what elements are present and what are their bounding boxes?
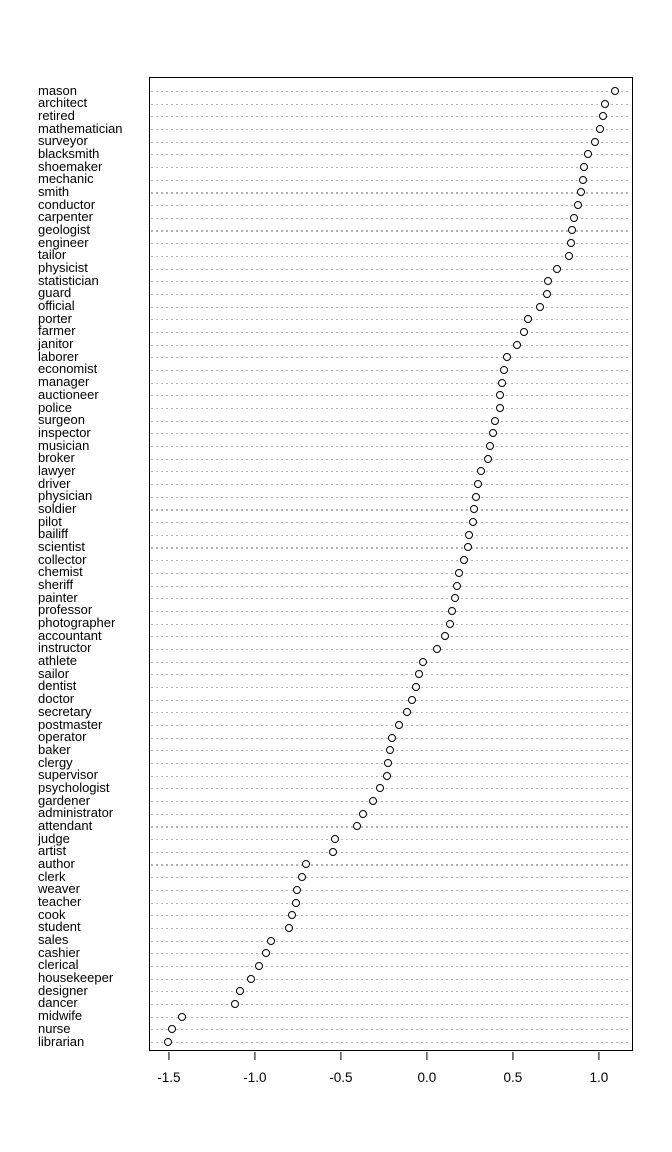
- data-point: [520, 328, 528, 336]
- gridline: [151, 598, 631, 599]
- x-axis-tick-label: -1.0: [243, 1070, 267, 1085]
- category-label: doctor: [38, 691, 75, 707]
- gridline: [151, 1029, 631, 1030]
- x-axis-tick-label: 0.0: [417, 1070, 437, 1085]
- data-point: [415, 670, 423, 678]
- gridline: [151, 687, 631, 688]
- category-label: weaver: [38, 881, 80, 897]
- gridline: [151, 218, 631, 219]
- gridline: [151, 154, 631, 155]
- gridline: [151, 395, 631, 396]
- gridline: [151, 484, 631, 485]
- x-axis-tick: [598, 1052, 599, 1060]
- data-point: [267, 937, 275, 945]
- category-label: physicist: [38, 260, 88, 276]
- gridline: [151, 116, 631, 117]
- data-point: [451, 594, 459, 602]
- data-point: [474, 480, 482, 488]
- category-label: artist: [38, 843, 67, 859]
- gridline: [151, 890, 631, 891]
- gridline: [151, 864, 631, 865]
- data-point: [455, 569, 463, 577]
- data-point: [567, 239, 575, 247]
- data-point: [500, 366, 508, 374]
- category-label: housekeeper: [38, 970, 114, 986]
- data-point: [477, 467, 485, 475]
- category-label: instructor: [38, 640, 92, 656]
- gridline: [151, 142, 631, 143]
- gridline: [151, 1017, 631, 1018]
- x-axis-tick-label: 1.0: [589, 1070, 609, 1085]
- gridline: [151, 979, 631, 980]
- data-point: [298, 873, 306, 881]
- category-label: clerk: [38, 868, 66, 884]
- data-point: [611, 87, 619, 95]
- data-point: [553, 265, 561, 273]
- category-label: administrator: [38, 805, 114, 821]
- gridline: [151, 725, 631, 726]
- category-label: teacher: [38, 894, 82, 910]
- data-point: [601, 100, 609, 108]
- gridline: [151, 230, 631, 231]
- gridline: [151, 319, 631, 320]
- gridline: [151, 611, 631, 612]
- gridline: [151, 129, 631, 130]
- gridline: [151, 345, 631, 346]
- data-point: [599, 112, 607, 120]
- category-label: attendant: [38, 817, 93, 833]
- data-point: [412, 683, 420, 691]
- data-point: [472, 493, 480, 501]
- gridline: [151, 370, 631, 371]
- category-label: manager: [38, 374, 90, 390]
- gridline: [151, 459, 631, 460]
- gridline: [151, 852, 631, 853]
- data-point: [596, 125, 604, 133]
- data-point: [591, 138, 599, 146]
- data-point: [568, 226, 576, 234]
- gridline: [151, 586, 631, 587]
- gridline: [151, 928, 631, 929]
- data-point: [577, 188, 585, 196]
- category-label: police: [38, 399, 72, 415]
- gridline: [151, 788, 631, 789]
- category-label: musician: [38, 437, 90, 453]
- data-point: [331, 835, 339, 843]
- data-point: [536, 303, 544, 311]
- category-label: pilot: [38, 513, 62, 529]
- category-label: guard: [38, 285, 72, 301]
- data-point: [524, 315, 532, 323]
- gridline: [151, 941, 631, 942]
- data-point: [236, 987, 244, 995]
- category-label: statistician: [38, 272, 99, 288]
- category-label: student: [38, 919, 81, 935]
- category-label: official: [38, 298, 75, 314]
- category-label: postmaster: [38, 716, 103, 732]
- data-point: [491, 417, 499, 425]
- category-label: clergy: [38, 754, 73, 770]
- category-label: smith: [38, 183, 70, 199]
- category-label: sailor: [38, 665, 70, 681]
- gridline: [151, 408, 631, 409]
- gridline: [151, 192, 631, 193]
- gridline: [151, 903, 631, 904]
- category-label: janitor: [38, 336, 74, 352]
- category-label: accountant: [38, 627, 102, 643]
- category-label: collector: [38, 551, 87, 567]
- category-label: blacksmith: [38, 145, 100, 161]
- category-label: judge: [38, 830, 70, 846]
- gridline: [151, 497, 631, 498]
- data-point: [383, 772, 391, 780]
- data-point: [386, 746, 394, 754]
- category-label: mathematician: [38, 120, 123, 136]
- gridline: [151, 814, 631, 815]
- data-point: [543, 290, 551, 298]
- x-axis-tick: [426, 1052, 427, 1060]
- category-label: laborer: [38, 348, 79, 364]
- category-label: geologist: [38, 221, 91, 237]
- data-point: [448, 607, 456, 615]
- data-point: [544, 277, 552, 285]
- gridline: [151, 636, 631, 637]
- data-point: [408, 696, 416, 704]
- category-label: scientist: [38, 538, 85, 554]
- category-label: driver: [38, 475, 71, 491]
- gridline: [151, 573, 631, 574]
- category-label: physician: [38, 488, 93, 504]
- data-point: [496, 391, 504, 399]
- data-point: [302, 860, 310, 868]
- gridline: [151, 662, 631, 663]
- category-label: psychologist: [38, 779, 110, 795]
- category-label: tailor: [38, 247, 67, 263]
- category-label: surveyor: [38, 133, 88, 149]
- gridline: [151, 281, 631, 282]
- category-label: gardener: [38, 792, 91, 808]
- category-label: operator: [38, 729, 87, 745]
- data-point: [403, 708, 411, 716]
- data-point: [329, 848, 337, 856]
- data-point: [489, 429, 497, 437]
- x-axis-tick: [254, 1052, 255, 1060]
- category-label: midwife: [38, 1008, 83, 1024]
- gridline: [151, 801, 631, 802]
- data-point: [178, 1013, 186, 1021]
- x-axis-tick-label: 0.5: [503, 1070, 523, 1085]
- data-point: [255, 962, 263, 970]
- data-point: [503, 353, 511, 361]
- plot-area: [149, 77, 633, 1051]
- data-point: [441, 632, 449, 640]
- gridline: [151, 966, 631, 967]
- category-label: designer: [38, 982, 88, 998]
- category-label: soldier: [38, 500, 77, 516]
- data-point: [359, 810, 367, 818]
- data-point: [369, 797, 377, 805]
- gridline: [151, 991, 631, 992]
- gridline: [151, 624, 631, 625]
- data-point: [388, 734, 396, 742]
- category-label: dentist: [38, 678, 77, 694]
- data-point: [384, 759, 392, 767]
- gridline: [151, 776, 631, 777]
- data-point: [288, 911, 296, 919]
- data-point: [231, 1000, 239, 1008]
- category-label: nurse: [38, 1020, 71, 1036]
- category-label: bailiff: [38, 526, 69, 542]
- data-point: [168, 1025, 176, 1033]
- data-point: [584, 150, 592, 158]
- data-point: [513, 341, 521, 349]
- data-point: [433, 645, 441, 653]
- category-label: auctioneer: [38, 386, 99, 402]
- category-label: conductor: [38, 196, 96, 212]
- gridline: [151, 712, 631, 713]
- data-point: [580, 163, 588, 171]
- x-axis-tick: [168, 1052, 169, 1060]
- gridline: [151, 877, 631, 878]
- gridline: [151, 332, 631, 333]
- category-label: lawyer: [38, 462, 76, 478]
- data-point: [469, 518, 477, 526]
- data-point: [446, 620, 454, 628]
- category-label: librarian: [38, 1033, 85, 1049]
- data-point: [470, 505, 478, 513]
- category-label: athlete: [38, 653, 78, 669]
- data-point: [498, 379, 506, 387]
- data-point: [570, 214, 578, 222]
- category-label: economist: [38, 361, 98, 377]
- category-label: secretary: [38, 703, 92, 719]
- category-label: professor: [38, 602, 93, 618]
- data-point: [453, 582, 461, 590]
- gridline: [151, 104, 631, 105]
- category-label: shoemaker: [38, 158, 103, 174]
- gridline: [151, 560, 631, 561]
- data-point: [486, 442, 494, 450]
- category-label: cashier: [38, 944, 80, 960]
- category-label: inspector: [38, 424, 91, 440]
- data-point: [395, 721, 403, 729]
- data-point: [247, 975, 255, 983]
- x-axis-tick-label: -0.5: [329, 1070, 353, 1085]
- gridline: [151, 953, 631, 954]
- category-label: porter: [38, 310, 72, 326]
- data-point: [285, 924, 293, 932]
- data-point: [465, 531, 473, 539]
- x-axis-tick: [512, 1052, 513, 1060]
- gridline: [151, 307, 631, 308]
- gridline: [151, 446, 631, 447]
- category-label: engineer: [38, 234, 89, 250]
- category-label: mechanic: [38, 171, 94, 187]
- gridline: [151, 167, 631, 168]
- category-label: sheriff: [38, 577, 74, 593]
- category-label: author: [38, 855, 75, 871]
- gridline: [151, 700, 631, 701]
- gridline: [151, 1042, 631, 1043]
- gridline: [151, 522, 631, 523]
- gridline: [151, 1004, 631, 1005]
- category-label: sales: [38, 932, 69, 948]
- gridline: [151, 674, 631, 675]
- data-point: [496, 404, 504, 412]
- data-point: [464, 543, 472, 551]
- data-point: [484, 455, 492, 463]
- data-point: [419, 658, 427, 666]
- gridline: [151, 383, 631, 384]
- data-point: [292, 899, 300, 907]
- gridline: [151, 471, 631, 472]
- data-point: [376, 784, 384, 792]
- category-label: surgeon: [38, 412, 85, 428]
- category-label: supervisor: [38, 767, 98, 783]
- gridline: [151, 433, 631, 434]
- category-label: carpenter: [38, 209, 93, 225]
- data-point: [574, 201, 582, 209]
- category-label: chemist: [38, 564, 83, 580]
- category-label: broker: [38, 450, 75, 466]
- gridline: [151, 243, 631, 244]
- data-point: [579, 176, 587, 184]
- category-label: mason: [38, 82, 78, 98]
- gridline: [151, 547, 631, 548]
- gridline: [151, 535, 631, 536]
- category-label: dancer: [38, 995, 78, 1011]
- gridline: [151, 180, 631, 181]
- category-label: baker: [38, 741, 71, 757]
- gridline: [151, 205, 631, 206]
- gridline: [151, 357, 631, 358]
- gridline: [151, 649, 631, 650]
- gridline: [151, 839, 631, 840]
- gridline: [151, 294, 631, 295]
- gridline: [151, 91, 631, 92]
- category-label: retired: [38, 107, 75, 123]
- gridline: [151, 826, 631, 827]
- data-point: [164, 1038, 172, 1046]
- category-label: cook: [38, 906, 66, 922]
- data-point: [460, 556, 468, 564]
- category-label: farmer: [38, 323, 76, 339]
- gridline: [151, 256, 631, 257]
- x-axis-tick: [340, 1052, 341, 1060]
- gridline: [151, 509, 631, 510]
- gridline: [151, 421, 631, 422]
- category-label: architect: [38, 95, 88, 111]
- data-point: [353, 822, 361, 830]
- data-point: [293, 886, 301, 894]
- category-label: painter: [38, 589, 78, 605]
- category-label: clerical: [38, 957, 79, 973]
- x-axis-tick-label: -1.5: [157, 1070, 181, 1085]
- category-label: photographer: [38, 615, 116, 631]
- data-point: [565, 252, 573, 260]
- data-point: [262, 949, 270, 957]
- gridline: [151, 915, 631, 916]
